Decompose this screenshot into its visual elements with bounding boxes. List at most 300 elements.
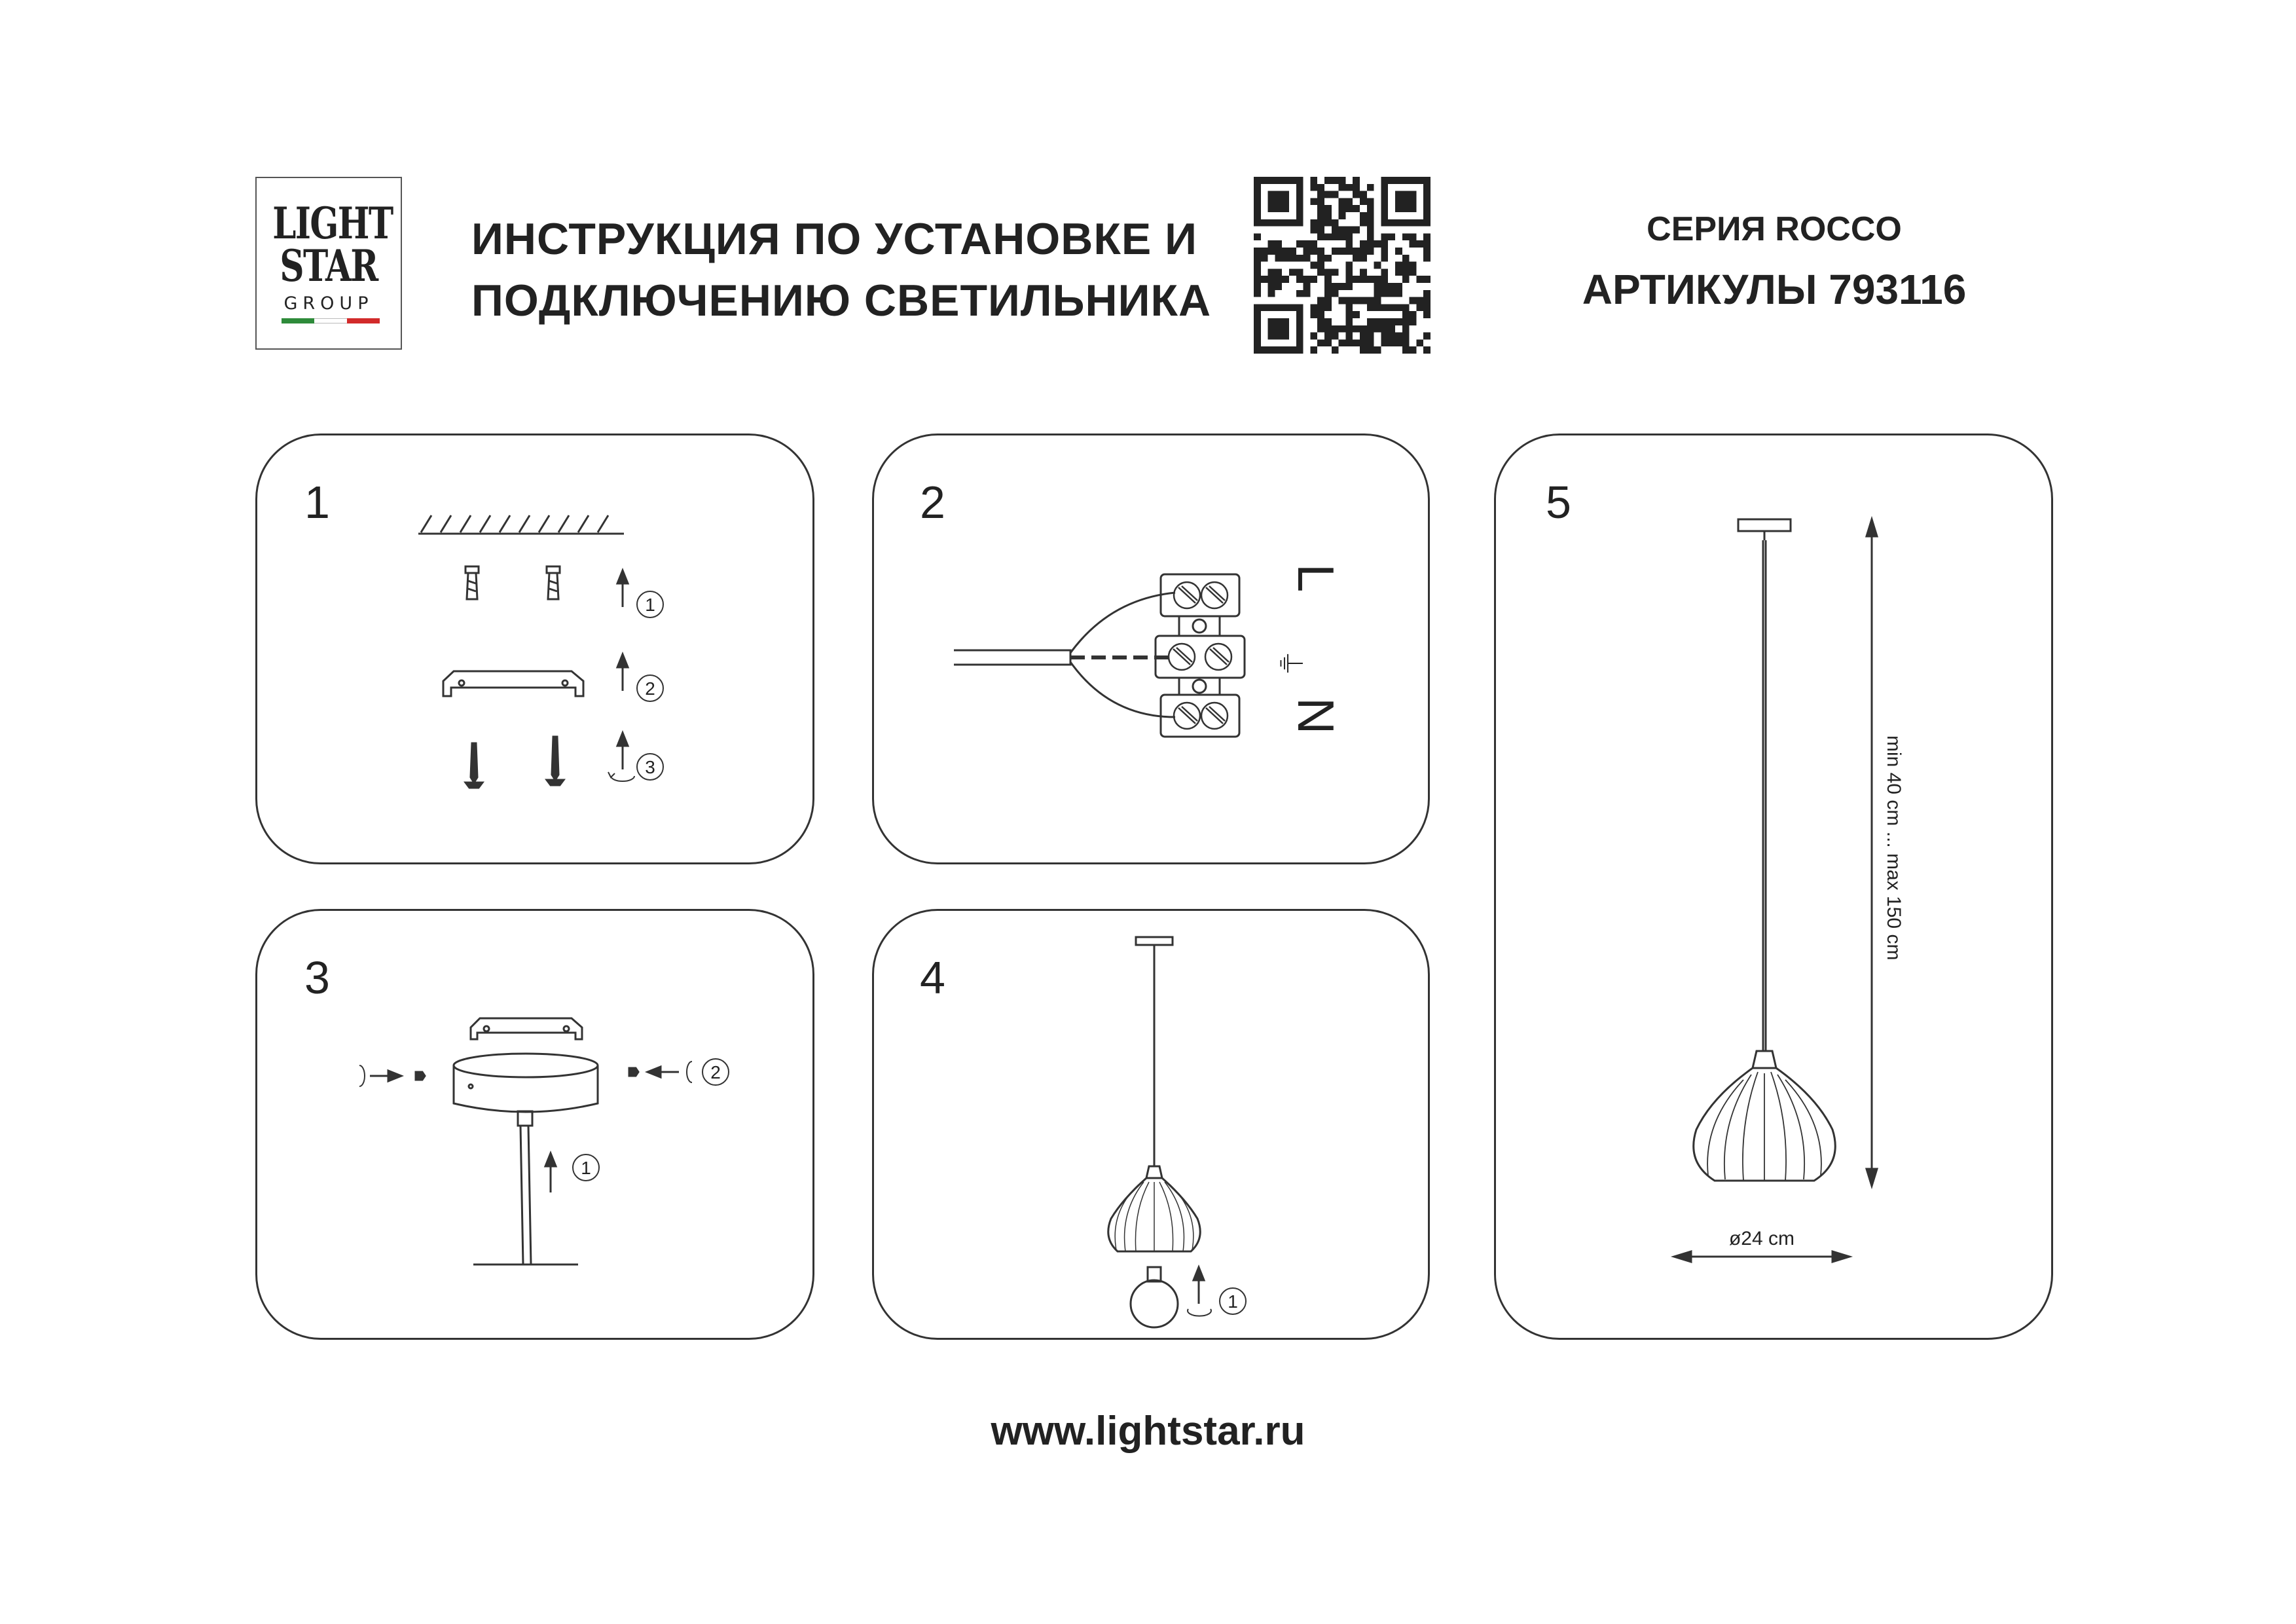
qr-module <box>1324 205 1332 212</box>
qr-module <box>1303 248 1311 255</box>
qr-module <box>1324 283 1332 290</box>
qr-module <box>1367 304 1374 311</box>
step-1-diagram <box>257 435 816 866</box>
qr-module <box>1332 191 1339 198</box>
qr-module <box>1282 255 1289 262</box>
qr-module <box>1345 248 1353 255</box>
qr-module <box>1345 333 1353 340</box>
qr-module <box>1395 318 1402 325</box>
qr-module <box>1317 198 1324 205</box>
step-2-panel <box>872 434 1430 864</box>
qr-module <box>1381 268 1388 276</box>
qr-module <box>1317 255 1324 262</box>
qr-module <box>1345 205 1353 212</box>
qr-module <box>1367 248 1374 255</box>
qr-module <box>1339 177 1346 184</box>
qr-module <box>1367 297 1374 304</box>
qr-module <box>1317 233 1324 240</box>
qr-module <box>1410 346 1417 354</box>
rotate-icon <box>1188 1309 1211 1316</box>
qr-module <box>1310 177 1317 184</box>
qr-module <box>1310 304 1317 311</box>
qr-module <box>1324 233 1332 240</box>
qr-module <box>1268 240 1275 248</box>
qr-module <box>1410 233 1417 240</box>
terminal-label-l: L <box>1287 564 1345 593</box>
qr-module <box>1416 339 1423 346</box>
qr-module <box>1367 205 1374 212</box>
qr-module <box>1388 283 1395 290</box>
qr-module <box>1310 333 1317 340</box>
step-number: 2 <box>920 477 945 528</box>
qr-module <box>1423 333 1430 340</box>
qr-module <box>1381 333 1388 340</box>
qr-module <box>1275 268 1282 276</box>
qr-module <box>1416 297 1423 304</box>
pendant-lamp-icon <box>1108 951 1200 1251</box>
qr-module <box>1402 233 1410 240</box>
arrow-up-icon <box>1194 1267 1204 1304</box>
qr-module <box>1339 227 1346 234</box>
qr-module <box>1310 262 1317 269</box>
qr-module <box>1423 290 1430 297</box>
qr-module <box>1367 184 1374 191</box>
qr-module <box>1360 198 1367 205</box>
flag-white <box>314 318 347 323</box>
qr-module <box>1395 339 1402 346</box>
arrow-up-icon <box>617 733 628 769</box>
qr-module <box>1268 283 1275 290</box>
ceiling-hatch-icon <box>418 515 624 534</box>
qr-module <box>1345 198 1353 205</box>
step-5-diagram <box>1496 435 2055 1342</box>
qr-module <box>1381 325 1388 333</box>
terminal-label-n: N <box>1287 697 1345 735</box>
arrow-left-icon <box>647 1067 679 1077</box>
qr-module <box>1332 248 1339 255</box>
qr-module <box>1410 240 1417 248</box>
terminal-screws <box>1169 582 1231 729</box>
qr-module <box>1317 297 1324 304</box>
qr-module <box>1310 346 1317 354</box>
qr-module <box>1395 262 1402 269</box>
bracket-icon <box>471 1018 582 1039</box>
qr-module <box>1332 177 1339 184</box>
qr-module <box>1360 212 1367 219</box>
qr-module <box>1353 191 1360 198</box>
qr-module <box>1310 227 1317 234</box>
qr-module <box>1416 276 1423 283</box>
qr-module <box>1324 318 1332 325</box>
qr-module <box>1360 333 1367 340</box>
qr-module <box>1324 325 1332 333</box>
qr-module <box>1317 339 1324 346</box>
qr-module <box>1381 283 1388 290</box>
qr-module <box>1381 233 1388 240</box>
qr-module <box>1402 276 1410 283</box>
qr-module <box>1310 184 1317 191</box>
qr-module <box>1353 276 1360 283</box>
rotate-icon <box>359 1065 365 1086</box>
qr-module <box>1339 248 1346 255</box>
title-line-1: ИНСТРУКЦИЯ ПО УСТАНОВКЕ И <box>471 214 1197 264</box>
qr-module <box>1367 227 1374 234</box>
qr-module <box>1296 290 1303 297</box>
dowel-icon <box>465 566 479 599</box>
qr-module <box>1254 268 1261 276</box>
qr-module <box>1360 346 1367 354</box>
qr-module <box>1345 339 1353 346</box>
qr-module <box>1381 318 1388 325</box>
height-dimension <box>1867 519 1877 1186</box>
canopy-icon <box>454 1054 598 1112</box>
qr-module <box>1345 304 1353 311</box>
qr-module <box>1367 318 1374 325</box>
qr-module <box>1345 318 1353 325</box>
qr-module <box>1254 262 1261 269</box>
qr-module <box>1388 333 1395 340</box>
arrow-up-icon <box>617 570 628 607</box>
qr-module <box>1402 333 1410 340</box>
dowel-icon <box>547 566 560 599</box>
qr-module <box>1275 240 1282 248</box>
qr-module <box>1268 268 1275 276</box>
qr-module <box>1332 290 1339 297</box>
qr-module <box>1388 233 1395 240</box>
qr-module <box>1345 283 1353 290</box>
qr-module <box>1339 205 1346 212</box>
qr-module <box>1303 290 1311 297</box>
qr-module <box>1303 240 1311 248</box>
qr-module <box>1360 339 1367 346</box>
qr-module <box>1317 318 1324 325</box>
qr-module <box>1402 318 1410 325</box>
qr-module <box>1423 297 1430 304</box>
qr-module <box>1254 283 1261 290</box>
step-3-diagram <box>257 911 816 1342</box>
qr-module <box>1395 333 1402 340</box>
qr-module <box>1296 240 1303 248</box>
qr-module <box>1360 219 1367 227</box>
qr-module <box>1367 276 1374 283</box>
qr-module <box>1303 255 1311 262</box>
articles-label: АРТИКУЛЫ 793116 <box>1582 266 1967 313</box>
qr-module <box>1381 290 1388 297</box>
qr-module <box>1402 325 1410 333</box>
qr-module <box>1310 311 1317 318</box>
screw-icon <box>465 743 483 788</box>
qr-module <box>1402 268 1410 276</box>
qr-module <box>1353 255 1360 262</box>
qr-module <box>1296 276 1303 283</box>
qr-module <box>1374 262 1381 269</box>
qr-module <box>1410 268 1417 276</box>
step-2-diagram <box>874 435 1432 866</box>
qr-module <box>1254 248 1261 255</box>
qr-module <box>1402 346 1410 354</box>
qr-module <box>1374 276 1381 283</box>
qr-module <box>1423 346 1430 354</box>
step-4-diagram <box>874 911 1432 1342</box>
qr-module <box>1345 276 1353 283</box>
qr-module <box>1360 325 1367 333</box>
qr-module <box>1261 248 1268 255</box>
qr-module <box>1381 248 1388 255</box>
marker-label: 2 <box>710 1062 721 1082</box>
qr-module <box>1367 346 1374 354</box>
qr-module <box>1360 255 1367 262</box>
logo-line-2: STAR <box>280 240 378 291</box>
qr-module <box>1317 212 1324 219</box>
qr-module <box>1289 268 1296 276</box>
qr-module <box>1339 198 1346 205</box>
qr-finder <box>1395 191 1416 212</box>
qr-module <box>1360 268 1367 276</box>
qr-module <box>1303 283 1311 290</box>
qr-module <box>1254 276 1261 283</box>
qr-module <box>1324 276 1332 283</box>
qr-module <box>1268 248 1275 255</box>
qr-module <box>1367 212 1374 219</box>
step-3-panel <box>255 909 814 1340</box>
qr-module <box>1339 212 1346 219</box>
qr-module <box>1310 219 1317 227</box>
qr-module <box>1395 268 1402 276</box>
qr-module <box>1324 177 1332 184</box>
bracket-icon <box>443 671 583 696</box>
qr-module <box>1324 297 1332 304</box>
qr-module <box>1388 339 1395 346</box>
qr-module <box>1268 276 1275 283</box>
qr-module <box>1353 311 1360 318</box>
qr-module <box>1402 255 1410 262</box>
height-label: min 40 cm ... max 150 cm <box>1883 735 1904 961</box>
qr-module <box>1310 248 1317 255</box>
qr-module <box>1353 184 1360 191</box>
qr-module <box>1345 240 1353 248</box>
qr-module <box>1353 205 1360 212</box>
step-1-panel <box>255 434 814 864</box>
qr-module <box>1367 240 1374 248</box>
screw-icon <box>629 1068 638 1076</box>
arrow-up-icon <box>545 1153 556 1192</box>
qr-module <box>1423 311 1430 318</box>
website-link[interactable]: www.lightstar.ru <box>991 1409 1305 1454</box>
qr-module <box>1360 191 1367 198</box>
qr-module <box>1296 255 1303 262</box>
qr-module <box>1381 255 1388 262</box>
qr-module <box>1374 240 1381 248</box>
qr-module <box>1324 191 1332 198</box>
qr-module <box>1374 290 1381 297</box>
qr-module <box>1423 255 1430 262</box>
logo-line-3: GROUP <box>283 293 374 314</box>
qr-module <box>1410 262 1417 269</box>
qr-module <box>1345 268 1353 276</box>
marker-label: 2 <box>645 678 655 699</box>
qr-module <box>1332 346 1339 354</box>
qr-module <box>1289 255 1296 262</box>
qr-module <box>1402 339 1410 346</box>
qr-module <box>1381 339 1388 346</box>
qr-module <box>1275 248 1282 255</box>
qr-module <box>1402 304 1410 311</box>
qr-module <box>1374 297 1381 304</box>
qr-module <box>1374 325 1381 333</box>
diameter-dimension <box>1674 1251 1850 1262</box>
qr-module <box>1374 318 1381 325</box>
diameter-label: ø24 cm <box>1728 1228 1795 1249</box>
screw-icon <box>547 737 564 785</box>
qr-module <box>1317 191 1324 198</box>
qr-module <box>1339 325 1346 333</box>
qr-module <box>1310 198 1317 205</box>
qr-module <box>1317 219 1324 227</box>
screw-icon <box>416 1072 425 1080</box>
qr-module <box>1268 290 1275 297</box>
bulb-icon <box>1131 1267 1178 1327</box>
qr-module <box>1317 227 1324 234</box>
qr-module <box>1410 318 1417 325</box>
marker-label: 1 <box>645 595 655 615</box>
qr-module <box>1367 333 1374 340</box>
qr-module <box>1254 255 1261 262</box>
qr-module <box>1367 219 1374 227</box>
logo-icon <box>255 177 402 350</box>
qr-module <box>1381 304 1388 311</box>
qr-module <box>1345 184 1353 191</box>
qr-module <box>1360 276 1367 283</box>
qr-module <box>1275 283 1282 290</box>
ground-icon: ⏚ <box>1273 649 1305 678</box>
qr-module <box>1423 276 1430 283</box>
qr-module <box>1310 276 1317 283</box>
qr-module <box>1261 276 1268 283</box>
qr-module <box>1332 219 1339 227</box>
qr-module <box>1345 227 1353 234</box>
qr-module <box>1360 297 1367 304</box>
marker-label: 1 <box>1228 1291 1238 1312</box>
qr-module <box>1324 219 1332 227</box>
qr-module <box>1339 297 1346 304</box>
qr-module <box>1388 318 1395 325</box>
qr-module <box>1423 248 1430 255</box>
logo-line-1: LIGHT <box>272 198 393 249</box>
qr-module <box>1339 283 1346 290</box>
arrow-right-icon <box>370 1071 401 1081</box>
qr-module <box>1353 248 1360 255</box>
canopy-icon <box>1136 937 1173 951</box>
qr-module <box>1353 227 1360 234</box>
qr-module <box>1324 268 1332 276</box>
marker-label: 1 <box>581 1158 591 1178</box>
qr-module <box>1317 304 1324 311</box>
qr-module <box>1402 262 1410 269</box>
qr-module <box>1275 255 1282 262</box>
qr-module <box>1388 325 1395 333</box>
qr-module <box>1395 304 1402 311</box>
qr-module <box>1374 283 1381 290</box>
qr-module <box>1282 248 1289 255</box>
flag-red <box>347 318 380 323</box>
qr-module <box>1360 240 1367 248</box>
italian-flag-icon <box>282 318 380 323</box>
qr-module <box>1317 248 1324 255</box>
qr-module <box>1367 198 1374 205</box>
qr-module <box>1317 184 1324 191</box>
page-title <box>471 208 1237 331</box>
rotate-icon <box>608 772 634 781</box>
step-number: 3 <box>304 952 330 1003</box>
qr-module <box>1388 290 1395 297</box>
qr-module <box>1353 339 1360 346</box>
step-4-panel <box>872 909 1430 1340</box>
qr-module <box>1416 304 1423 311</box>
arrow-up-icon <box>617 654 628 691</box>
qr-module <box>1324 304 1332 311</box>
qr-module <box>1353 177 1360 184</box>
qr-module <box>1381 276 1388 283</box>
qr-module <box>1296 268 1303 276</box>
qr-module <box>1261 255 1268 262</box>
qr-module <box>1381 240 1388 248</box>
qr-module <box>1332 233 1339 240</box>
qr-module <box>1345 233 1353 240</box>
qr-module <box>1345 262 1353 269</box>
qr-module <box>1410 297 1417 304</box>
qr-module <box>1423 304 1430 311</box>
qr-module <box>1423 233 1430 240</box>
qr-module <box>1324 290 1332 297</box>
qr-module <box>1345 297 1353 304</box>
step-number: 5 <box>1546 477 1571 528</box>
qr-module <box>1275 276 1282 283</box>
qr-module <box>1303 276 1311 283</box>
qr-module <box>1324 255 1332 262</box>
title-line-2: ПОДКЛЮЧЕНИЮ СВЕТИЛЬНИКА <box>471 276 1212 325</box>
qr-module <box>1395 290 1402 297</box>
step-number: 4 <box>920 952 945 1003</box>
qr-module <box>1360 248 1367 255</box>
qr-module <box>1332 283 1339 290</box>
qr-code-icon[interactable] <box>1254 177 1430 354</box>
qr-finder <box>1268 191 1289 212</box>
canopy-icon <box>1738 519 1791 540</box>
qr-module <box>1367 325 1374 333</box>
qr-module <box>1324 333 1332 340</box>
cable-icon <box>473 1111 578 1264</box>
qr-module <box>1395 283 1402 290</box>
flag-green <box>282 318 314 323</box>
qr-module <box>1332 325 1339 333</box>
qr-module <box>1374 304 1381 311</box>
qr-finder <box>1268 318 1289 339</box>
qr-module <box>1324 212 1332 219</box>
step-number: 1 <box>304 477 330 528</box>
qr-module <box>1339 339 1346 346</box>
qr-module <box>1310 240 1317 248</box>
qr-module <box>1374 346 1381 354</box>
qr-module <box>1402 311 1410 318</box>
qr-module <box>1416 240 1423 248</box>
marker-label: 3 <box>645 757 655 777</box>
qr-module <box>1254 290 1261 297</box>
qr-module <box>1254 233 1261 240</box>
qr-module <box>1317 262 1324 269</box>
qr-module <box>1317 268 1324 276</box>
qr-module <box>1332 333 1339 340</box>
qr-module <box>1317 205 1324 212</box>
